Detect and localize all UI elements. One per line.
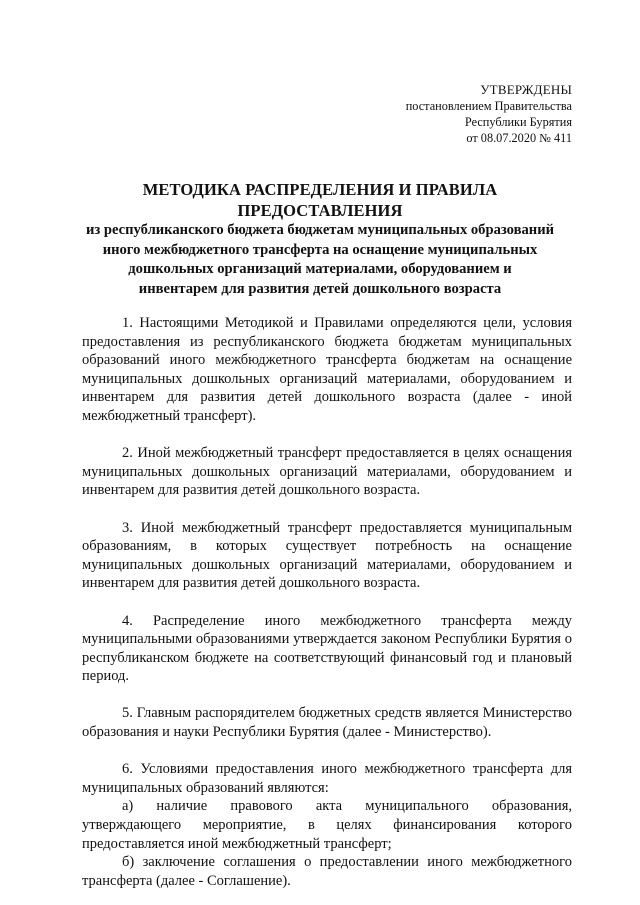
- title-sub-line-2: иного межбюджетного трансферта на оснащение муниципальных: [102, 241, 538, 258]
- paragraph-4: 4. Распределение иного межбюджетного трансферта между муниципальными образованиями утверждается законом Республики Бурятия о республиканском бюджете на соответствующий финансовый год и плановый период.: [82, 612, 572, 685]
- approval-line-region: Республики Бурятия: [464, 115, 572, 129]
- paragraph-6-item-a: а) наличие правового акта муниципального образования, утверждающего мероприятие, в целях финансирования которого предоставляется иной межбюджетный трансферт;: [82, 798, 572, 852]
- paragraph-6-item-b: б) заключение соглашения о предоставлении иного межбюджетного трансферта (далее - Соглашение).: [82, 854, 572, 889]
- approval-heading: УТВЕРЖДЕНЫ: [480, 82, 572, 97]
- approval-line-decree: постановлением Правительства: [405, 99, 572, 113]
- paragraph-1: 1. Настоящими Методикой и Правилами определяются цели, условия предоставления из республиканского бюджета бюджетам муниципальных образований иного межбюджетного трансферта бюджетам на оснащение муниципальных дошкольных организаций материалами, оборудованием и инвентарем для развития детей дошкольного возраста (далее - иной межбюджетный трансферт).: [82, 315, 572, 424]
- document-title: [60, 179, 580, 299]
- title-sub-line-1: из республиканского бюджета бюджетам муниципальных образований: [85, 222, 555, 238]
- title-sub-line-3: дошкольных организаций материалами, оборудованием и: [128, 261, 512, 277]
- approval-line-date-number: от 08.07.2020 № 411: [466, 131, 572, 145]
- document-body: [82, 314, 572, 890]
- title-main: МЕТОДИКА РАСПРЕДЕЛЕНИЯ И ПРАВИЛА ПРЕДОСТАВЛЕНИЯ: [142, 180, 498, 220]
- title-sub-line-4: инвентарем для развития детей дошкольного возраста: [138, 280, 502, 297]
- paragraph-2: 2. Иной межбюджетный трансферт предоставляется в целях оснащения муниципальных дошкольных организаций материалами, оборудованием и инвентарем для развития детей дошкольного возраста.: [82, 445, 572, 499]
- paragraph-5: 5. Главным распорядителем бюджетных средств является Министерство образования и науки Республики Бурятия (далее - Министерство).: [82, 705, 572, 741]
- approval-stamp: [406, 82, 572, 146]
- paragraph-3: 3. Иной межбюджетный трансферт предоставляется муниципальным образованиям, в которых существует потребность на оснащение муниципальных дошкольных организаций материалами, оборудованием и инвентарем для развития детей дошкольного возраста.: [82, 519, 572, 592]
- paragraph-6: 6. Условиями предоставления иного межбюджетного трансферта для муниципальных образований являются:: [82, 761, 572, 796]
